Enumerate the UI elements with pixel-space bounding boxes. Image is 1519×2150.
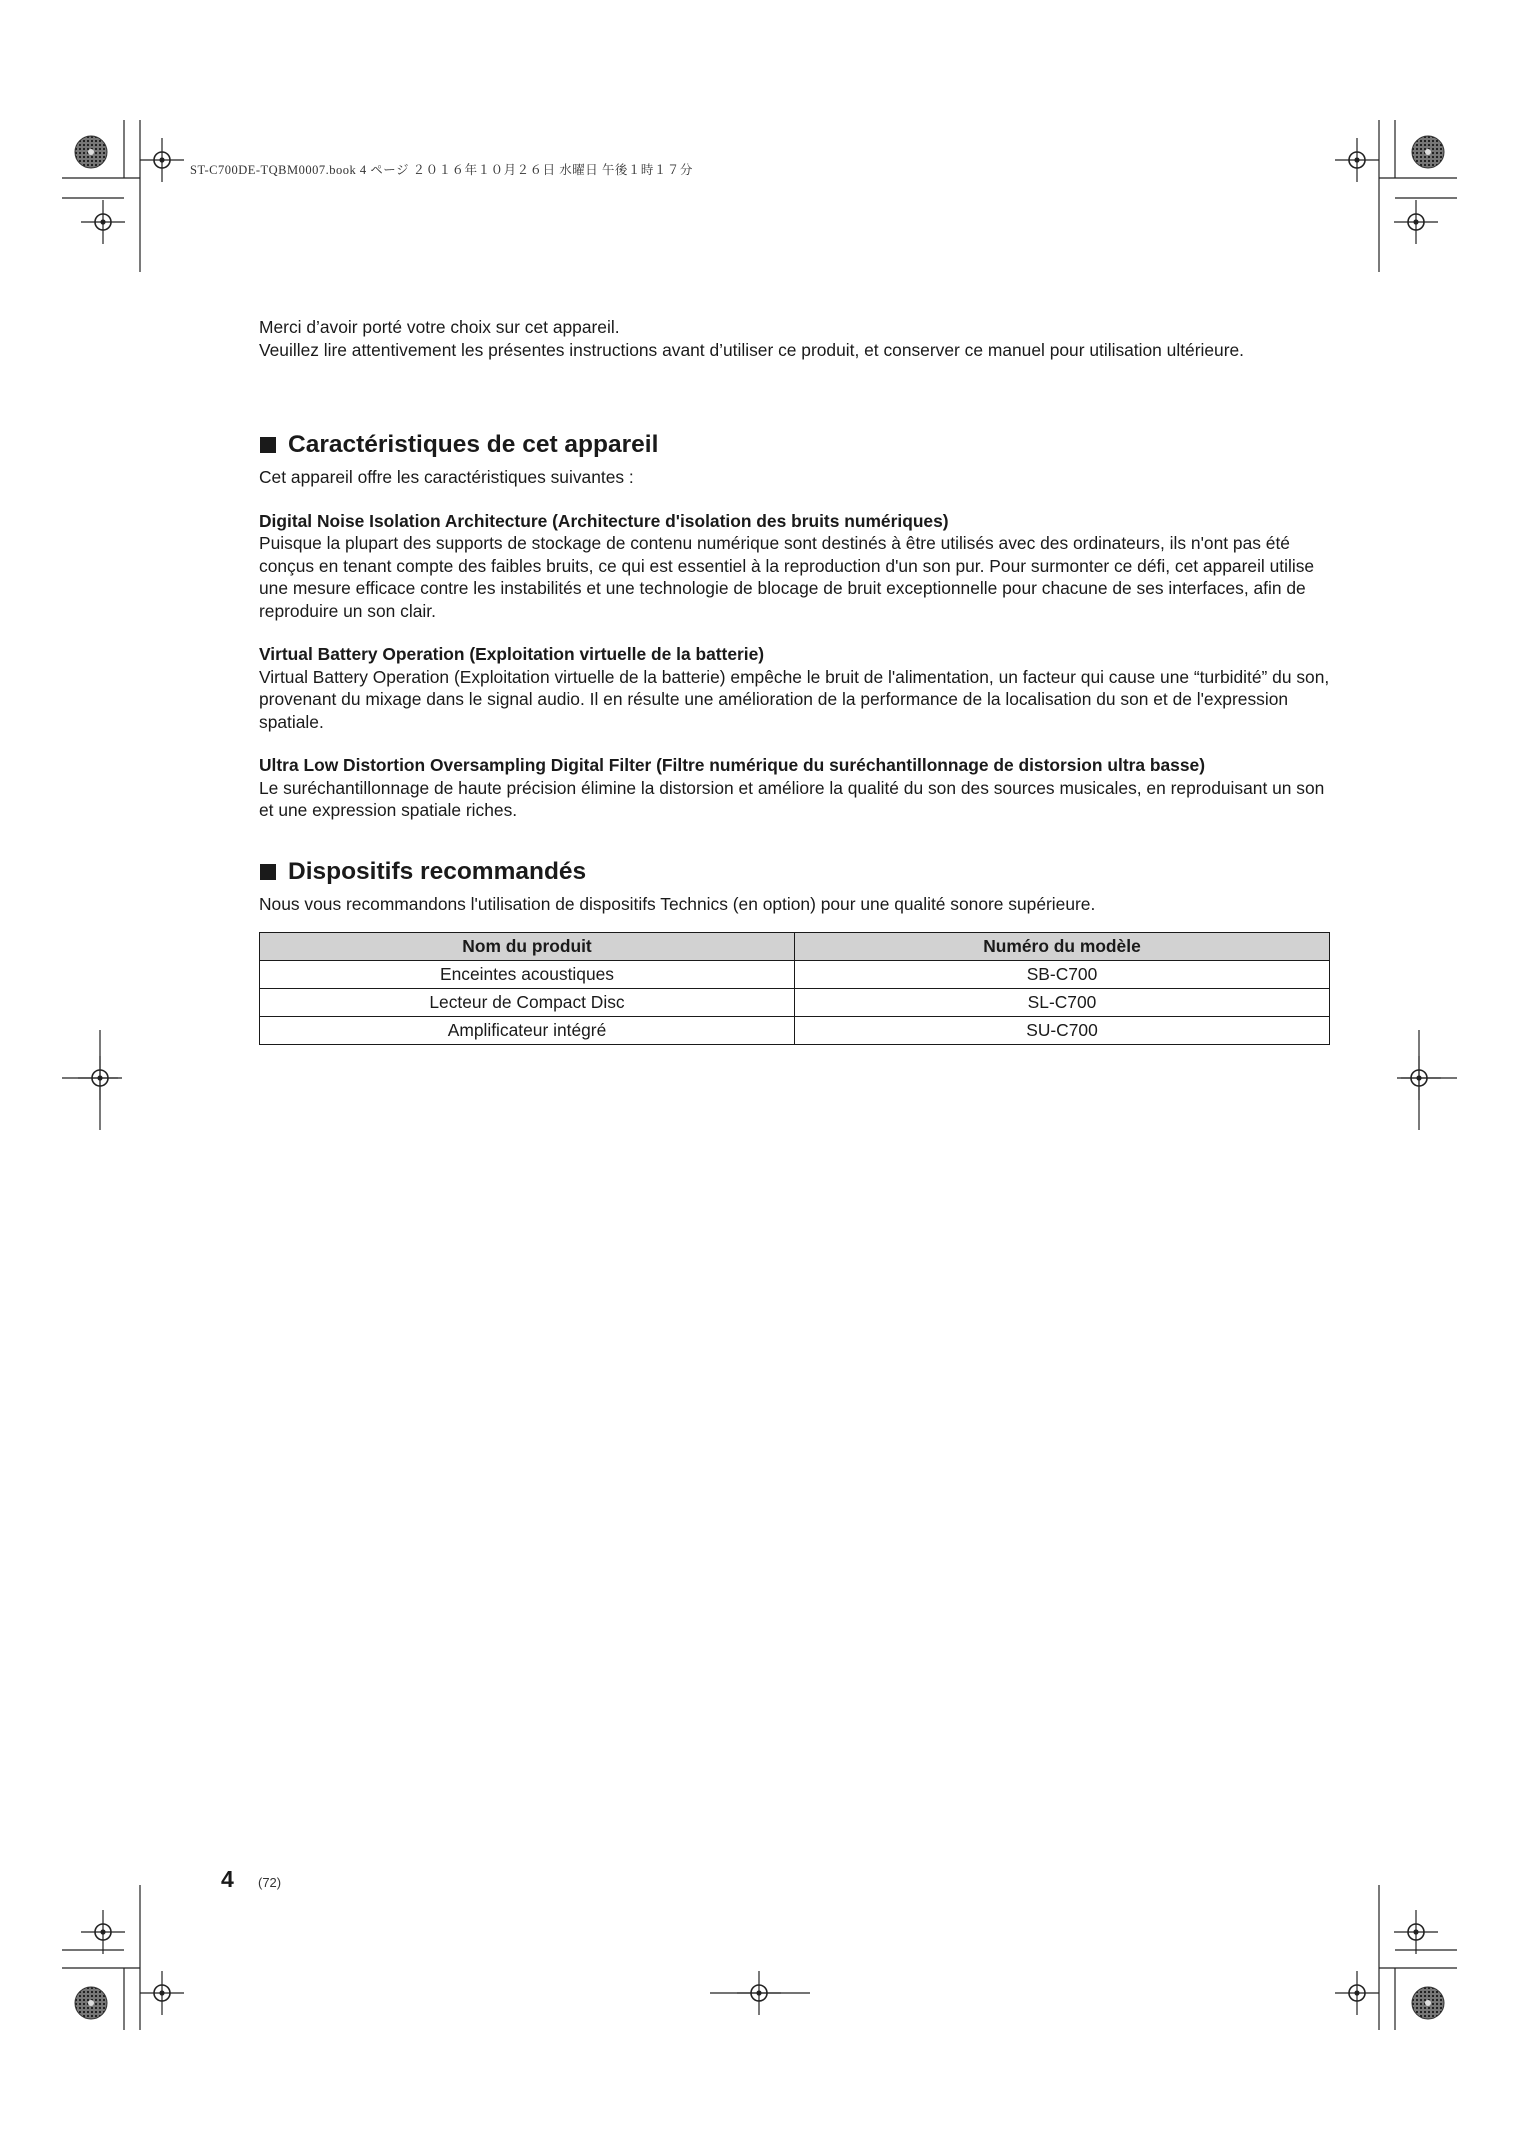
feature-title: Ultra Low Distortion Oversampling Digital Filter (Filtre numérique du suréchantillonnage de distorsion ultra basse) [259,755,1205,775]
section-heading-features [259,430,1330,460]
page-number: 4 [221,1866,234,1892]
column-header: Numéro du modèle [795,933,1330,961]
table-header-row [260,933,1330,961]
feature-title: Virtual Battery Operation (Exploitation virtuelle de la batterie) [259,644,765,664]
section-heading-text: Caractéristiques de cet appareil [288,431,659,458]
table-cell: SB-C700 [795,961,1330,989]
table-cell: Enceintes acoustiques [260,961,795,989]
feature-item [259,754,1330,822]
crop-mark-bottom-center [710,1971,810,2015]
crop-mark-top-right [1335,120,1457,272]
square-bullet-icon [260,437,276,453]
feature-title: Digital Noise Isolation Architecture (Architecture d'isolation des bruits numériques) [259,510,949,531]
feature-text: Le suréchantillonnage de haute précision élimine la distorsion et améliore la qualité du son des sources musicales, en reproduisant un son et une expression spatiale riches. [259,777,1325,820]
feature-text: Virtual Battery Operation (Exploitation virtuelle de la batterie) empêche le bruit de l'alimentation, un facteur qui cause une “turbidité” du son, provenant du mixage dans le signal audio. Il en résulte une amélioration de la performance de la localisation du son et de l'expression spatiale. [259,666,1330,732]
products-table-wrap [259,932,1330,1045]
table-cell: Amplificateur intégré [260,1017,795,1045]
section-heading-text: Dispositifs recommandés [288,857,587,885]
page-content [259,316,1330,1045]
table-cell: SU-C700 [795,1017,1330,1045]
page-reference: (72) [258,1875,282,1890]
products-table [259,932,1330,1045]
feature-item [259,510,1330,623]
table-row [260,961,1330,989]
crop-mark-mid-left [62,1030,122,1130]
table-row [260,1017,1330,1045]
section-lead: Cet appareil offre les caractéristiques suivantes : [259,467,634,487]
intro-line: Veuillez lire attentivement les présentes instructions avant d’utiliser ce produit, et conserver ce manuel pour utilisation ultérieure. [259,339,1245,360]
print-header: ST-C700DE-TQBM0007.book 4 ページ ２０１６年１０月２６日 水曜日 午後１時１７分 [190,163,693,177]
table-row [260,989,1330,1017]
intro [259,316,1330,361]
crop-mark-mid-right [1397,1030,1457,1130]
feature-text: Puisque la plupart des supports de stockage de contenu numérique sont destinés à être utilisés avec des ordinateurs, ils n'ont pas été conçus en tenant compte des faibles bruits, ce qui est essentiel à la reproduction d'un son pur. Pour surmonter ce défi, cet appareil utilise une mesure efficace contre les instabilités et une technologie de blocage de bruit exceptionnelle pour chacune de ses interfaces, afin de reproduire un son clair. [259,533,1315,621]
square-bullet-icon [260,864,276,880]
crop-mark-bottom-left [62,1885,184,2030]
intro-line: Merci d’avoir porté votre choix sur cet appareil. [259,317,620,337]
column-header: Nom du produit [260,933,795,961]
section-lead: Nous vous recommandons l'utilisation de dispositifs Technics (en option) pour une qualité sonore supérieure. [259,893,1096,914]
table-cell: SL-C700 [795,989,1330,1017]
crop-mark-top-left [62,120,184,272]
feature-item [259,643,1330,733]
table-cell: Lecteur de Compact Disc [260,989,795,1017]
crop-mark-bottom-right [1335,1885,1457,2030]
section-heading-devices [259,857,1330,887]
